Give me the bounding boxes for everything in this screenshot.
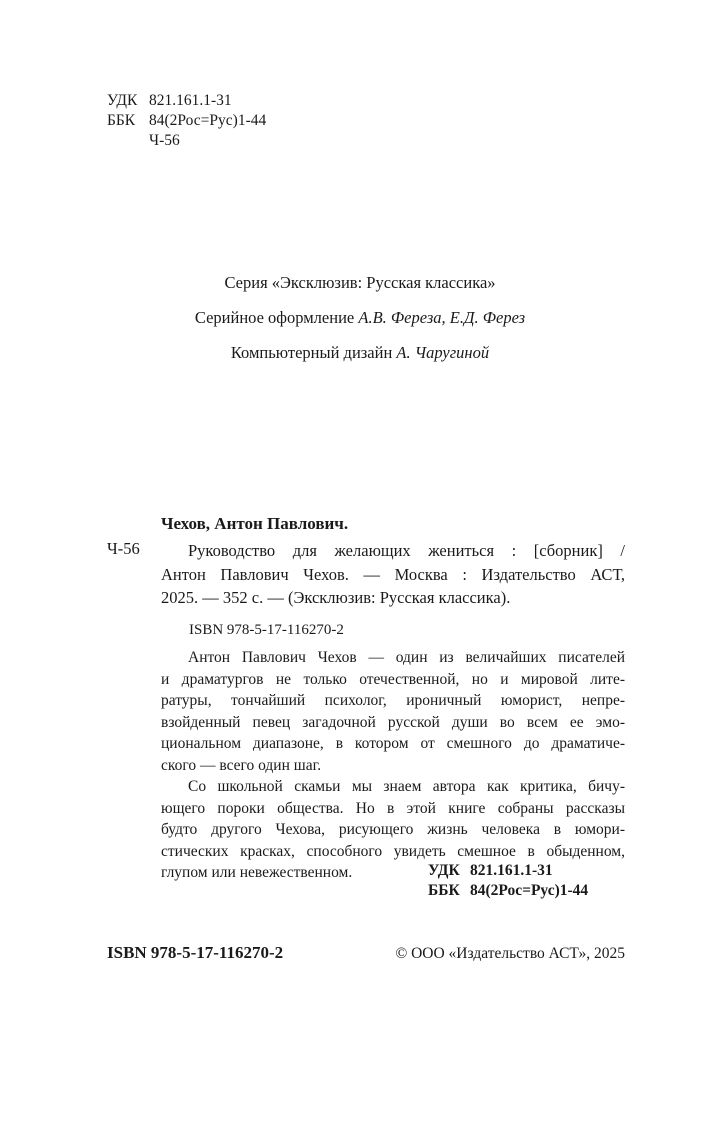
annotation: [161, 647, 625, 884]
card-bibliographic-description: [161, 539, 625, 610]
udk-value-bottom: 821.161.1-31: [470, 862, 553, 879]
annotation-line: Со школьной скамьи мы знаем автора как критика, бичу-: [188, 778, 625, 795]
bbk-line-bottom: [428, 881, 588, 901]
annotation-line: Антон Павлович Чехов — один из величайших писателей: [188, 649, 625, 666]
udk-line-bottom: [428, 861, 553, 881]
udk-label: УДК: [107, 92, 138, 109]
bbk-value: 84(2Рос=Рус)1-44: [149, 112, 267, 129]
author-mark-top-line: [107, 131, 180, 151]
series-credit: Серия «Эксклюзив: Русская классика»: [224, 273, 496, 292]
card-author-mark: Ч-56: [107, 539, 140, 558]
udk-value: 821.161.1-31: [149, 92, 232, 109]
card-line: 2025. — 352 с. — (Эксклюзив: Русская классика).: [161, 588, 511, 607]
computer-design-credit: Компьютерный дизайн А. Чаругиной: [230, 343, 490, 362]
annotation-line: и драматургов не только отечественной, но и мировой лите-: [161, 670, 625, 688]
designer-names: А.В. Фереза, Е.Д. Ферез: [358, 308, 526, 327]
annotation-line: будто другого Чехова, рисующего жизнь человека в юмори-: [161, 821, 625, 838]
udk-line-top: [107, 91, 232, 111]
annotation-line: ратуры, тончайший психолог, ироничный юморист, непре-: [161, 692, 625, 709]
annotation-line: ского — всего один шаг.: [161, 756, 322, 774]
annotation-line: взойденный певец загадочной русской души во всем ее эмо-: [161, 713, 625, 731]
author-mark-top: Ч-56: [149, 132, 180, 149]
copyright-notice: © ООО «Издательство АСТ», 2025: [395, 945, 625, 962]
annotation-line: ющего пороки общества. Но в этой книге собраны рассказы: [161, 799, 625, 817]
computer-designer-name: А. Чаругиной: [396, 343, 490, 362]
annotation-line: глупом или невежественном.: [161, 864, 353, 881]
design-credit: Серийное оформление А.В. Фереза, Е.Д. Ферез: [194, 308, 526, 327]
bbk-label: ББК: [107, 112, 136, 129]
bbk-line-top: [107, 111, 266, 131]
footer-isbn: ISBN 978-5-17-116270-2: [107, 943, 284, 962]
annotation-line: стических красках, способного увидеть смешное в обыденном,: [161, 842, 625, 860]
card-line: Руководство для желающих жениться : [сборник] /: [188, 541, 625, 560]
card-author-heading: Чехов, Антон Павлович.: [161, 514, 349, 533]
card-line: Антон Павлович Чехов. — Москва : Издательство АСТ,: [161, 564, 625, 584]
annotation-line: циональном диапазоне, в котором от смешного до драматиче-: [161, 735, 625, 752]
udk-label-bottom: УДК: [428, 862, 460, 879]
bbk-value-bottom: 84(2Рос=Рус)1-44: [470, 882, 589, 899]
bbk-label-bottom: ББК: [428, 882, 460, 899]
card-isbn: ISBN 978-5-17-116270-2: [189, 622, 344, 638]
